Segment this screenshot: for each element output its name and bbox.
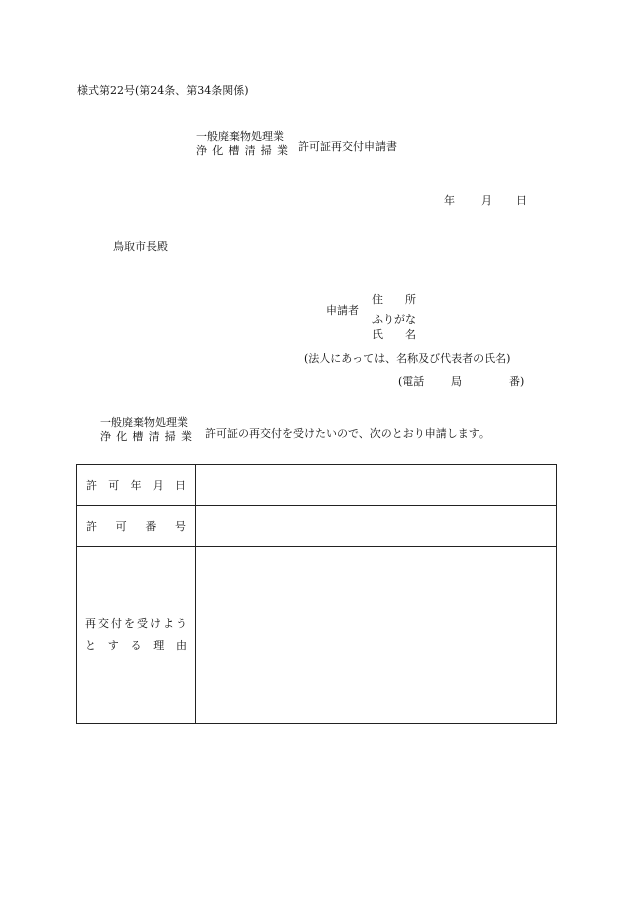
permit-number-label-char: 番 xyxy=(145,520,157,533)
title-business-line2: 浄化槽清掃業 xyxy=(196,144,294,157)
date-day: 日 xyxy=(516,194,527,207)
statement-business-types xyxy=(100,416,197,444)
row-permit-number xyxy=(77,506,557,547)
date-month: 月 xyxy=(481,194,492,207)
permit-number-label-char: 許 xyxy=(86,520,97,533)
address-label: 住 所 xyxy=(372,293,416,306)
permit-date-label-char: 日 xyxy=(175,479,186,492)
reason-label-line1-char: 再 xyxy=(85,617,96,630)
permit-number-label xyxy=(77,506,196,547)
permit-number-field[interactable] xyxy=(196,506,557,547)
reason-label-line2-char: す xyxy=(107,639,119,652)
row-reason xyxy=(77,547,557,724)
statement-text: 許可証の再交付を受けたいので、次のとおり申請します。 xyxy=(205,427,490,440)
furigana-label: ふりがな xyxy=(372,313,416,326)
application-table xyxy=(76,464,557,724)
reason-label-line2-char: 理 xyxy=(153,639,165,652)
name-label: 氏 名 xyxy=(372,328,416,341)
addressee: 鳥取市長殿 xyxy=(113,240,168,253)
date-year: 年 xyxy=(444,194,455,207)
reason-label-line1-char: 付 xyxy=(111,617,122,630)
reason-label-line1-char: う xyxy=(176,617,187,630)
permit-date-label-char: 年 xyxy=(130,479,142,492)
title-business-line1: 一般廃棄物処理業 xyxy=(196,130,284,143)
reason-label xyxy=(77,547,196,724)
reason-label-line2-char: 由 xyxy=(176,639,187,652)
reason-label-line1-char: 受 xyxy=(137,617,148,630)
phone-exchange: 局 xyxy=(451,375,462,388)
phone-number-close: 番) xyxy=(509,375,525,388)
page-title: 許可証再交付申請書 xyxy=(298,140,397,153)
reason-label-line1-char: よ xyxy=(163,617,174,630)
permit-date-field[interactable] xyxy=(196,465,557,506)
title-business-types xyxy=(196,130,293,158)
statement-business-line2: 浄化槽清掃業 xyxy=(100,430,198,443)
corporate-note: (法人にあっては、名称及び代表者の氏名) xyxy=(304,352,511,365)
permit-date-label-char: 可 xyxy=(108,479,120,492)
reason-label-line1-char: 交 xyxy=(98,617,109,630)
permit-date-label-char: 月 xyxy=(152,479,164,492)
permit-number-label-char: 可 xyxy=(115,520,127,533)
permit-date-label xyxy=(77,465,196,506)
applicant-label: 申請者 xyxy=(326,304,359,317)
permit-date-label-char: 許 xyxy=(86,479,97,492)
form-number: 様式第22号(第24条、第34条関係) xyxy=(77,84,249,97)
reason-label-line2-char: る xyxy=(130,639,142,652)
permit-number-label-char: 号 xyxy=(174,520,186,533)
statement-business-line1: 一般廃棄物処理業 xyxy=(100,416,188,429)
row-permit-date xyxy=(77,465,557,506)
reason-field[interactable] xyxy=(196,547,557,724)
phone-open: (電話 xyxy=(398,375,425,388)
reason-label-line2-char: と xyxy=(85,639,96,652)
reason-label-line1-char: を xyxy=(124,617,135,630)
reason-label-line1-char: け xyxy=(150,617,161,630)
